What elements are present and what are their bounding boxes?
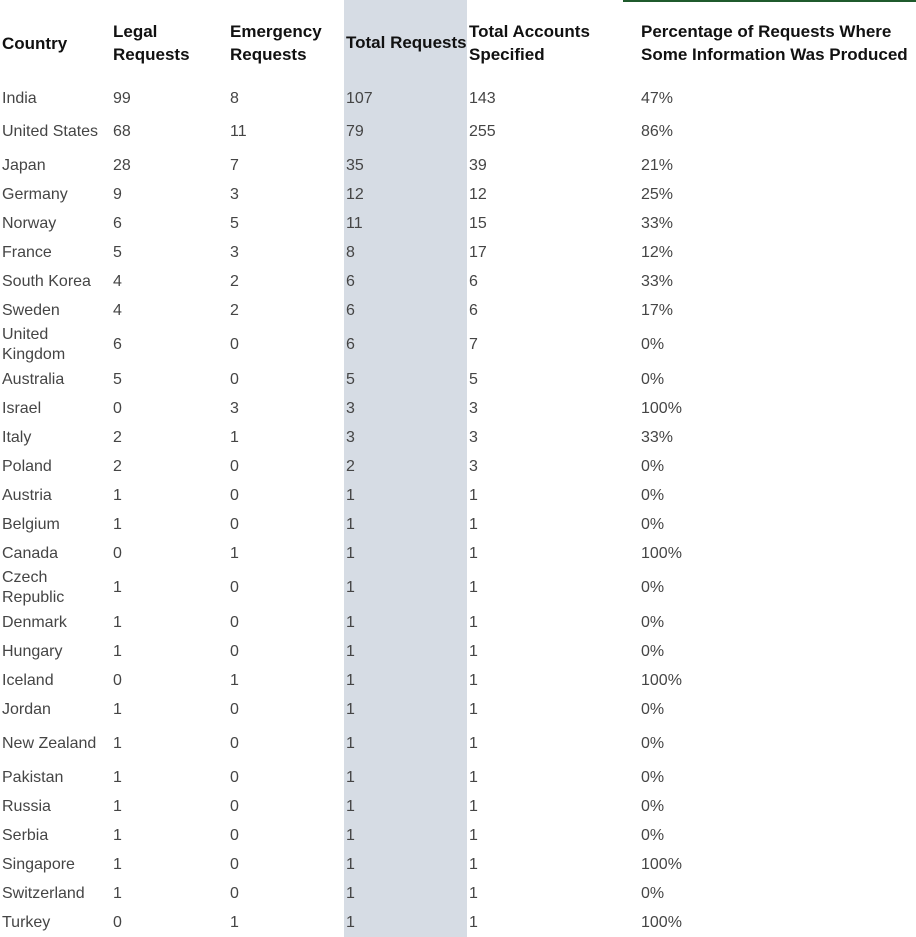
cell-total-accounts: 3 (469, 399, 478, 417)
cell-emergency-requests: 0 (230, 884, 239, 902)
table-row (0, 568, 916, 608)
table-row (0, 763, 916, 792)
cell-percentage-produced: 33% (641, 214, 674, 232)
header-total-accounts: Total Accounts Specified (469, 21, 590, 64)
cell-emergency-requests: 0 (230, 700, 239, 718)
cell-emergency-requests: 3 (230, 185, 239, 203)
cell-total-accounts: 7 (469, 336, 478, 353)
cell-emergency-requests: 0 (230, 855, 239, 873)
cell-country: Poland (2, 457, 52, 475)
cell-total-accounts: 1 (469, 700, 478, 718)
cell-total-requests: 8 (346, 243, 355, 261)
cell-percentage-produced: 0% (641, 642, 665, 660)
cell-percentage-produced: 100% (641, 855, 682, 873)
cell-emergency-requests: 3 (230, 399, 239, 417)
cell-total-accounts: 1 (469, 671, 478, 689)
cell-total-accounts: 3 (469, 457, 478, 475)
cell-legal-requests: 4 (113, 272, 122, 290)
cell-emergency-requests: 1 (230, 544, 239, 562)
table-row (0, 452, 916, 481)
cell-total-accounts: 1 (469, 734, 478, 752)
table-row (0, 423, 916, 452)
cell-total-requests: 6 (346, 272, 355, 290)
cell-legal-requests: 0 (113, 544, 122, 562)
cell-legal-requests: 2 (113, 457, 122, 475)
cell-total-accounts: 15 (469, 214, 487, 232)
header-emergency-requests: Emergency Requests (230, 21, 322, 64)
table-row (0, 267, 916, 296)
cell-legal-requests: 1 (113, 797, 122, 815)
cell-country: Denmark (2, 613, 67, 631)
table-row (0, 666, 916, 695)
table-row (0, 180, 916, 209)
cell-emergency-requests: 0 (230, 336, 239, 353)
header-total-requests: Total Requests (346, 33, 467, 52)
cell-emergency-requests: 5 (230, 214, 239, 232)
cell-country: India (2, 89, 37, 107)
cell-legal-requests: 1 (113, 579, 122, 596)
cell-percentage-produced: 25% (641, 185, 674, 203)
cell-total-accounts: 6 (469, 301, 478, 319)
header-row (0, 0, 916, 85)
cell-country: South Korea (2, 272, 91, 290)
table-row (0, 112, 916, 151)
cell-percentage-produced: 86% (641, 122, 674, 140)
cell-total-requests: 3 (346, 399, 355, 417)
cell-total-requests: 6 (346, 301, 355, 319)
cell-country: Czech Republic (2, 569, 65, 606)
cell-total-accounts: 1 (469, 642, 478, 660)
table-row (0, 85, 916, 112)
cell-legal-requests: 1 (113, 515, 122, 533)
cell-legal-requests: 9 (113, 185, 122, 203)
cell-emergency-requests: 0 (230, 515, 239, 533)
cell-country: Norway (2, 214, 57, 232)
cell-total-accounts: 12 (469, 185, 487, 203)
cell-country: Iceland (2, 671, 54, 689)
cell-percentage-produced: 100% (641, 544, 682, 562)
cell-total-requests: 12 (346, 185, 364, 203)
cell-legal-requests: 0 (113, 913, 122, 931)
cell-percentage-produced: 47% (641, 89, 674, 107)
table-row (0, 394, 916, 423)
cell-total-accounts: 1 (469, 826, 478, 844)
cell-legal-requests: 1 (113, 700, 122, 718)
cell-country: New Zealand (2, 734, 97, 752)
cell-total-requests: 6 (346, 336, 355, 353)
cell-legal-requests: 1 (113, 855, 122, 873)
cell-percentage-produced: 0% (641, 768, 665, 786)
table-row (0, 325, 916, 365)
cell-total-accounts: 17 (469, 243, 487, 261)
cell-legal-requests: 99 (113, 89, 131, 107)
cell-emergency-requests: 0 (230, 797, 239, 815)
cell-country: Sweden (2, 301, 60, 319)
header-country: Country (2, 34, 68, 53)
cell-total-requests: 1 (346, 884, 355, 902)
cell-total-accounts: 5 (469, 370, 478, 388)
table-row (0, 539, 916, 568)
cell-percentage-produced: 0% (641, 579, 665, 596)
cell-percentage-produced: 17% (641, 301, 674, 319)
cell-total-accounts: 1 (469, 544, 478, 562)
cell-percentage-produced: 0% (641, 336, 665, 353)
cell-total-requests: 1 (346, 913, 355, 931)
cell-total-requests: 1 (346, 671, 355, 689)
cell-emergency-requests: 7 (230, 156, 239, 174)
cell-percentage-produced: 100% (641, 399, 682, 417)
table-row (0, 209, 916, 238)
table-row (0, 296, 916, 325)
cell-emergency-requests: 11 (230, 122, 247, 140)
table-row (0, 238, 916, 267)
cell-country: Switzerland (2, 884, 85, 902)
cell-legal-requests: 28 (113, 156, 131, 174)
cell-country: United Kingdom (2, 326, 66, 363)
table-header (0, 0, 916, 85)
table-row (0, 724, 916, 763)
cell-legal-requests: 4 (113, 301, 122, 319)
cell-total-requests: 1 (346, 797, 355, 815)
cell-total-requests: 1 (346, 826, 355, 844)
cell-country: Germany (2, 185, 68, 203)
cell-total-accounts: 1 (469, 515, 478, 533)
cell-percentage-produced: 0% (641, 884, 665, 902)
cell-total-requests: 1 (346, 734, 355, 752)
cell-total-accounts: 255 (469, 122, 496, 140)
cell-total-requests: 1 (346, 642, 355, 660)
cell-country: Canada (2, 544, 59, 562)
cell-legal-requests: 68 (113, 122, 131, 140)
cell-legal-requests: 0 (113, 671, 122, 689)
cell-percentage-produced: 0% (641, 797, 665, 815)
cell-total-requests: 1 (346, 613, 355, 631)
cell-total-requests: 107 (346, 89, 373, 107)
table-row (0, 821, 916, 850)
cell-legal-requests: 0 (113, 399, 122, 417)
cell-emergency-requests: 1 (230, 913, 239, 931)
table-row (0, 908, 916, 937)
cell-percentage-produced: 0% (641, 826, 665, 844)
cell-emergency-requests: 2 (230, 272, 239, 290)
cell-emergency-requests: 1 (230, 428, 239, 446)
cell-country: Belgium (2, 515, 60, 533)
cell-total-accounts: 1 (469, 768, 478, 786)
cell-legal-requests: 1 (113, 642, 122, 660)
table-body (0, 85, 916, 937)
cell-total-requests: 1 (346, 855, 355, 873)
cell-legal-requests: 6 (113, 214, 122, 232)
cell-legal-requests: 1 (113, 884, 122, 902)
cell-percentage-produced: 0% (641, 734, 665, 752)
cell-percentage-produced: 0% (641, 370, 665, 388)
table-row (0, 879, 916, 908)
cell-country: Russia (2, 797, 51, 815)
cell-legal-requests: 5 (113, 243, 122, 261)
cell-total-accounts: 39 (469, 156, 487, 174)
cell-country: Singapore (2, 855, 75, 873)
cell-percentage-produced: 12% (641, 243, 674, 261)
cell-legal-requests: 2 (113, 428, 122, 446)
table-row (0, 608, 916, 637)
cell-total-requests: 1 (346, 579, 355, 596)
cell-total-accounts: 1 (469, 486, 478, 504)
cell-total-requests: 1 (346, 486, 355, 504)
cell-country: Hungary (2, 642, 63, 660)
cell-percentage-produced: 0% (641, 486, 665, 504)
cell-legal-requests: 6 (113, 336, 122, 353)
cell-percentage-produced: 33% (641, 428, 674, 446)
cell-country: Serbia (2, 826, 49, 844)
table-row (0, 792, 916, 821)
cell-emergency-requests: 2 (230, 301, 239, 319)
header-percentage-produced: Percentage of Requests Where Some Information Was Produced (641, 21, 908, 64)
cell-total-requests: 3 (346, 428, 355, 446)
cell-total-accounts: 6 (469, 272, 478, 290)
cell-emergency-requests: 1 (230, 671, 239, 689)
cell-percentage-produced: 100% (641, 671, 682, 689)
cell-country: Jordan (2, 700, 51, 718)
table-row (0, 151, 916, 180)
cell-emergency-requests: 0 (230, 613, 239, 631)
cell-percentage-produced: 100% (641, 913, 682, 931)
cell-total-requests: 35 (346, 156, 364, 174)
cell-total-accounts: 1 (469, 613, 478, 631)
cell-total-accounts: 1 (469, 797, 478, 815)
table-row (0, 850, 916, 879)
cell-total-accounts: 1 (469, 913, 478, 931)
cell-total-requests: 5 (346, 370, 355, 388)
cell-emergency-requests: 0 (230, 734, 239, 752)
cell-legal-requests: 1 (113, 734, 122, 752)
cell-percentage-produced: 0% (641, 457, 665, 475)
cell-percentage-produced: 0% (641, 515, 665, 533)
cell-emergency-requests: 0 (230, 826, 239, 844)
cell-emergency-requests: 0 (230, 768, 239, 786)
cell-emergency-requests: 0 (230, 486, 239, 504)
table-row (0, 481, 916, 510)
cell-emergency-requests: 0 (230, 642, 239, 660)
cell-country: Japan (2, 156, 46, 174)
cell-country: Pakistan (2, 768, 64, 786)
cell-percentage-produced: 21% (641, 156, 674, 174)
cell-legal-requests: 1 (113, 768, 122, 786)
cell-emergency-requests: 0 (230, 579, 239, 596)
cell-emergency-requests: 8 (230, 89, 239, 107)
cell-country: Turkey (2, 913, 51, 931)
cell-total-requests: 1 (346, 700, 355, 718)
cell-legal-requests: 1 (113, 613, 122, 631)
cell-country: Austria (2, 486, 52, 504)
cell-emergency-requests: 0 (230, 457, 239, 475)
table-row (0, 365, 916, 394)
cell-percentage-produced: 0% (641, 700, 665, 718)
cell-total-requests: 11 (346, 214, 363, 232)
table-row (0, 695, 916, 724)
cell-legal-requests: 5 (113, 370, 122, 388)
cell-total-accounts: 143 (469, 89, 496, 107)
cell-country: France (2, 243, 52, 261)
cell-percentage-produced: 0% (641, 613, 665, 631)
cell-legal-requests: 1 (113, 826, 122, 844)
cell-emergency-requests: 0 (230, 370, 239, 388)
table-row (0, 637, 916, 666)
cell-total-requests: 79 (346, 122, 364, 140)
cell-total-accounts: 1 (469, 884, 478, 902)
cell-country: United States (2, 122, 99, 140)
header-legal-requests: Legal Requests (113, 21, 190, 64)
cell-country: Italy (2, 428, 32, 446)
cell-total-requests: 1 (346, 544, 355, 562)
cell-country: Israel (2, 399, 42, 417)
cell-total-accounts: 3 (469, 428, 478, 446)
cell-percentage-produced: 33% (641, 272, 674, 290)
cell-total-requests: 1 (346, 768, 355, 786)
cell-total-accounts: 1 (469, 855, 478, 873)
cell-country: Australia (2, 370, 65, 388)
cell-total-requests: 1 (346, 515, 355, 533)
cell-emergency-requests: 3 (230, 243, 239, 261)
table-row (0, 510, 916, 539)
cell-total-accounts: 1 (469, 579, 478, 596)
cell-legal-requests: 1 (113, 486, 122, 504)
cell-total-requests: 2 (346, 457, 355, 475)
